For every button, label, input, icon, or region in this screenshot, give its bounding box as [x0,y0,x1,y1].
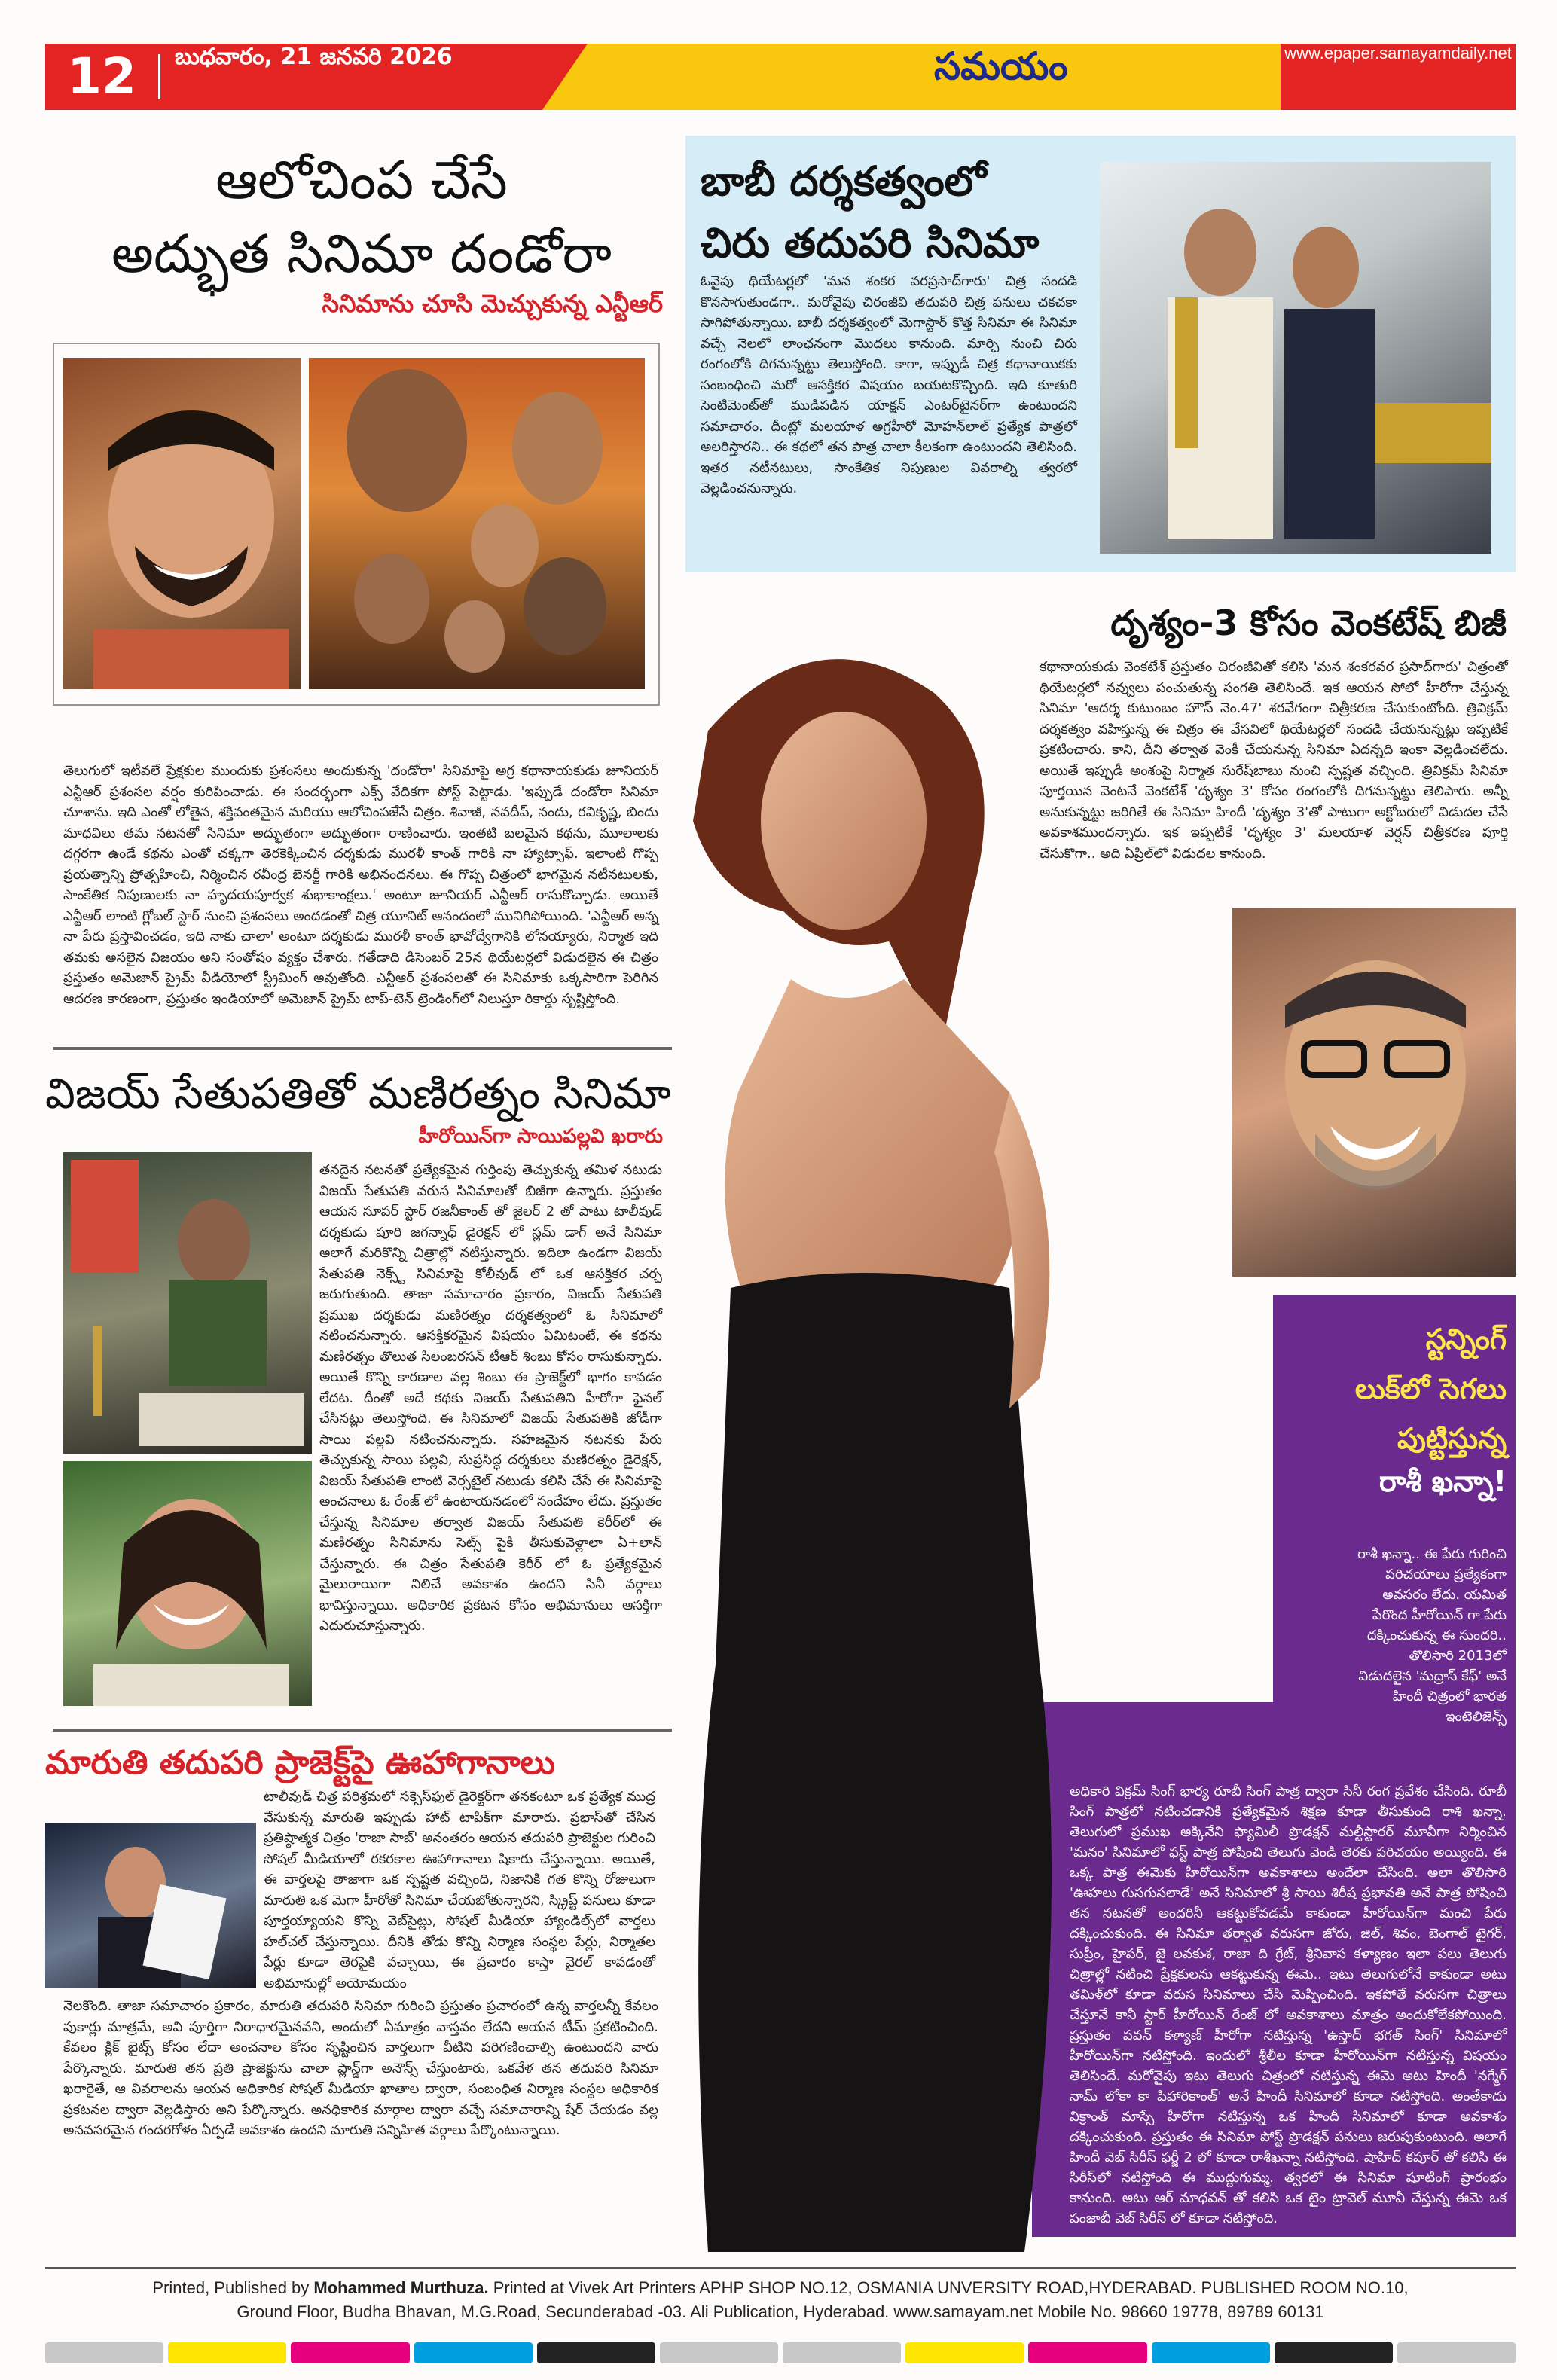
print-color-bar [45,2342,1516,2363]
color-swatch [660,2342,778,2363]
story1-headline [53,143,670,291]
story6-headline [1281,1314,1507,1463]
photo-vijay-sethupathi [63,1152,312,1454]
photo-maruthi [45,1823,256,1988]
section-divider [53,1047,672,1050]
color-swatch [783,2342,901,2363]
publisher-name: Mohammed Murthuza. [313,2278,489,2297]
story6-headline-name: రాశీ ఖన్నా! [1378,1465,1507,1498]
photo-venkatesh [1232,908,1516,1277]
story2-body: తనదైన నటనతో ప్రత్యేకమైన గుర్తింపు తెచ్చుకున్న తమిళ నటుడు విజయ్ సేతుపతి వరుస సినిమాలతో బిజీగా ఉన్నారు. ప్రస్తుతం ఆయన సూపర్ స్టార్ రజనీకాంత్ తో జైలర్ 2 తో పాటు టాలీవుడ్ దర్శకుడు పూరి జగన్నాధ్ డైరెక్షన్ లో స్లమ్ డాగ్ అనే సినిమా అలాగే మరికొన్ని చిత్రాల్లో నటిస్తున్నారు. ఇదిలా ఉండగా విజయ్ సేతుపతి నెక్స్ట్ సినిమాపై కోలీవుడ్ లో ఒక ఆసక్తికర చర్చ జరుగుతుంది. తాజా సమాచారం ప్రకారం, విజయ్ సేతుపతి ప్రముఖ దర్శకుడు మణిరత్నం దర్శకత్వంలో ఓ సినిమాలో నటించనున్నారు. ఆసక్తికరమైన విషయం ఏమిటంటే, ఈ కథను మణిరత్నం తొలుత సిలంబరసన్ టీఆర్ శింబు కోసం రాసుకున్నారు. అయితే కొన్ని కారణాల వల్ల శింబు ఈ ప్రాజెక్ట్‌లో భాగం కావడం లేదట. దీంతో అదే కథకు విజయ్ సేతుపతిని హీరోగా ఫైనల్ చేసినట్లు తెలుస్తోంది. ఈ సినిమాలో విజయ్ సేతుపతికి జోడీగా సాయి పల్లవి నటించనున్నారు. సహజమైన నటనకు పేరు తెచ్చుకున్న సాయి పల్లవి, సుప్రసిద్ధ దర్శకులు మణిరత్నం డైరెక్షన్, విజయ్ సేతుపతి లాంటి వెర్సటైల్ నటుడు కలిసి చేసే ఈ సినిమాపై అంచనాలు ఓ రేంజ్ లో ఉంటాయనడంలో సందేహం లేదు. ప్రస్తుతం చేస్తున్న సినిమాల తర్వాత విజయ్ సేతుపతి కెరీర్‌లో ఈ మణిరత్నం సినిమాను సెట్స్ పైకి తీసుకువెళ్లాలా ఏ+లాన్ చేస్తున్నారు. ఈ చిత్రం సేతుపతి కెరీర్ లో ఓ ప్రత్యేకమైన మైలురాయిగా నిలిచే అవకాశం ఉందని సినీ వర్గాలు భావిస్తున్నాయి. అధికారిక ప్రకటన కోసం అభిమానులు ఆసక్తిగా ఎదురుచూస్తున్నారు. [319,1162,662,1634]
masthead: సమయం [934,44,1068,88]
story1-subhead: సినిమాను చూసి మెచ్చుకున్న ఎన్టీఆర్ [322,289,663,318]
story4-headline-line1: బాబీ దర్శకత్వంలో [701,157,987,205]
maruthi-reading-icon [45,1823,256,1988]
color-swatch [168,2342,286,2363]
story6-headline-line1: స్టన్నింగ్ [1425,1323,1507,1356]
story1-body: తెలుగులో ఇటీవలే ప్రేక్షకుల ముందుకు ప్రశంసలు అందుకున్న 'దండోరా' సినిమాపై అగ్ర కథానాయకుడు జూనియర్ ఎన్టీఆర్ ప్రశంసల వర్షం కురిపించాడు. ఈ సందర్భంగా ఎక్స్ వేదికగా పోస్ట్ పెట్టాడు. 'ఇప్పుడే దండోరా సినిమా చూశాను. ఇది ఎంతో లోతైన, శక్తివంతమైన మరియు ఆలోచింపజేసే చిత్రం. శివాజీ, నవదీప్, నందు, రవికృష్ణ, బిందు మాధవిలు తమ నటనతో సినిమా అద్భుతంగా అద్భుతంగా రాణించారు. ఇంతటి బలమైన కథను, మూలాలకు దగ్గరగా ఉండే కథను ఎంతో చక్కగా తెరకెక్కించిన దర్శకుడు మురళీ కాంత్ గారికి నా హ్యాట్సాఫ్. ఇలాంటి గొప్ప ప్రయత్నాన్ని ప్రోత్సహించి, నిర్మించిన రవీంద్ర బెనర్జీ గారికి అభినందనలు. ఈ గొప్ప చిత్రంలో భాగమైన నటీనటులకు, సాంకేతిక నిపుణులకు నా హృదయపూర్వక శుభాకాంక్షలు.' అంటూ జూనియర్ ఎన్టీఆర్ రాసుకొచ్చాడు. అయితే ఎన్టీఆర్ లాంటి గ్లోబల్ స్టార్ నుంచి ప్రశంసలు అందడంతో చిత్ర యూనిట్ ఆనందంలో మునిగిపోయింది. 'ఎన్టీఆర్ అన్న నా పేరు ప్రస్తావించడం, ఇది నాకు చాలా' అంటూ దర్శకుడు మురళీ కాంత్ భావోద్వేగానికి లోనయ్యారు, నిర్మాత ఇది తమకు అసలైన విజయం అని సంతోషం వ్యక్తం చేశారు. గతేడాది డిసెంబర్ 25న థియేటర్లలో విడుదలైన ఈ చిత్రం ప్రస్తుతం అమెజాన్ ప్రైమ్ వీడియోలో స్ట్రీమింగ్ అవుతోంది. ఎన్టీఆర్ ప్రశంసలతో ఈ సినిమాకు ఒక్కసారిగా పెరిగిన ఆదరణ కారణంగా, ప్రస్తుతం ఇండియాలో అమెజాన్ ప్రైమ్ టాప్-టెన్ ట్రెండింగ్‌లో నిలుస్తూ రికార్డు సృష్టిస్తోంది. [63,763,658,1007]
header-divider [158,54,160,99]
photo-ntr [63,358,301,689]
color-swatch [291,2342,409,2363]
color-swatch [45,2342,163,2363]
story6-headline-line3: పుట్టిస్తున్న [1397,1422,1507,1455]
imprint-footer [45,2267,1516,2335]
story4-headline-line2: చిరు తదుపరి సినిమా [701,219,1040,267]
color-swatch [1152,2342,1270,2363]
chiranjeevi-bobby-icon [1100,162,1491,554]
story2-subhead: హీరోయిన్‌గా సాయిపల్లవి ఖరారు [418,1125,663,1148]
photo-sai-pallavi [63,1461,312,1706]
story2-headline: విజయ్ సేతుపతితో మణిరత్నం సినిమా [45,1069,671,1118]
imprint-address: Printed at Vivek Art Printers APHP SHOP NO.12, OSMANIA UNVERSITY ROAD,HYDERABAD. PUBLISHED ROOM NO.10, [488,2278,1409,2297]
story4-body: ఓవైపు థియేటర్లలో 'మన శంకర వరప్రసాద్‌గారు' చిత్ర సందడి కొనసాగుతుండగా.. మరోవైపు చిరంజీవి తదుపరి చిత్ర పనులు చకచకా సాగిపోతున్నాయి. బాబీ దర్శకత్వంలో మెగాస్టార్ కొత్త సినిమా ఈ సినిమా వచ్చే నెలలో లాంఛనంగా మొదలు కానుంది. మార్చి నుంచి చిరు రంగంలోకి దిగనున్నట్టు తెలుస్తోంది. కాగా, ఇప్పుడీ చిత్ర కథానాయికకు సంబంధించి మరో ఆసక్తికర విషయం బయటకొచ్చింది. ఇది కూతురి సెంటిమెంట్‌తో ముడిపడిన యాక్షన్ ఎంటర్‌టైనర్‌గా ఉంటుందని సమాచారం. దీంట్లో మలయాళ అగ్రహీరో మోహన్‌లాల్ ప్రత్యేక పాత్రలో అలరిస్తారని.. ఈ కథలో తన పాత్ర చాలా కీలకంగా ఉంటుందని తెలిసింది. ఇతర నటీనటులు, సాంకేతిక నిపుణుల వివరాల్ని త్వరలో వెల్లడించనున్నారు. [701,273,1077,496]
epaper-url[interactable]: www.epaper.samayamdaily.net [1281,44,1516,110]
photo-dandora-poster [309,358,645,689]
section-divider [53,1729,672,1732]
story6-body-part1: రాశీ ఖన్నా.. ఈ పేరు గురించి పరిచయాలు ప్రత్యేకంగా అవసరం లేదు. యమిత పేరొంద హీరోయిన్ గా పేరు దక్కించుకున్న ఈ సుందరి.. తొలిసారి 2013లో విడుదలైన 'మద్రాస్ కేఫ్' అనే హిందీ చిత్రంలో భారత ఇంటెలిజెన్స్ [1357,1546,1507,1725]
color-swatch [1275,2342,1393,2363]
color-swatch [414,2342,533,2363]
story3-headline: మారుతి తదుపరి ప్రాజెక్ట్‌పై ఊహాగానాలు [45,1744,555,1782]
story4-headline [701,151,1092,274]
ntr-portrait-icon [63,358,301,689]
page-header [45,44,1516,110]
header-yellow-band [542,44,1281,110]
story5-headline: దృశ్యం-3 కోసం వెంకటేష్ బిజీ [1110,603,1507,643]
sai-pallavi-portrait-icon [63,1461,312,1706]
story6-headline-line2: లుక్‌లో సెగలు [1354,1372,1507,1405]
story6-body-part2: అధికారి విక్రమ్ సింగ్ భార్య రూబీ సింగ్ పాత్ర ద్వారా సినీ రంగ ప్రవేశం చేసింది. రూబీ సింగ్ పాత్రలో నటించడానికి ప్రత్యేకమైన శిక్షణ కూడా తీసుకుంది రాశి ఖన్నా. తెలుగులో ప్రముఖ అక్కినేని ఫ్యామిలీ ప్రొడక్షన్ మల్టీస్టారర్ మూవీగా నిర్మించిన 'మనం' సినిమాలో ఫస్ట్ పాత్ర పోషించి తెలుగు వెండి తెరకు పరిచయం అయ్యింది. ఈ ఒక్క పాత్ర ఈమెకు హీరోయిన్‌గా అవకాశాలు అందేలా చేసింది. అలా తొలిసారి 'ఊహలు గుసగుసలాడే' అనే సినిమాలో శ్రీ సాయి శిరీష ప్రభావతి అనే పాత్ర పోషించి తన నటనతో అందరినీ ఆకట్టుకోవడమే కాకుండా హీరోయిన్‌గా మంచి పేరు దక్కించుకుంది. ఈ సినిమా తర్వాత వరుసగా జోరు, జిల్, శివం, బెంగాల్ టైగర్, సుప్రీం, హైపర్, జై లవకుశ, రాజా ది గ్రేట్, శ్రీనివాస కళ్యాణం ఇలా పలు తెలుగు చిత్రాల్లో నటించి ప్రేక్షకులను ఆకట్టుకున్న ఈమె.. ఇటు తెలుగులోనే కాకుండా అటు తమిళ్‌లో కూడా వరుస సినిమాలు చేసి మెప్పించింది. ఇకపోతే వరుసగా చిత్రాలు చేస్తూనే కానీ స్టార్ హీరోయిన్ రేంజ్ లో అవకాశాలు మాత్రం అందుకోలేకపోయింది. ప్రస్తుతం పవన్ కళ్యాణ్ హీరోగా నటిస్తున్న 'ఉస్తాద్ భగత్ సింగ్' సినిమాలో హీరోయిన్‌గా నటిస్తోంది. ఇందులో శ్రీలీల కూడా హీరోయిన్‌గా నటిస్తున్న విషయం తెలిసిందే. మరోవైపు ఇటు తెలుగు చిత్రంలో నటిస్తున్న ఈమె అటు హిందీ 'నగ్మేగ్ నామ్ లోకా కా పిహారికాంత్' అనే హిందీ సినిమాలో కూడా నటిస్తోంది. అంతేకాదు విక్రాంత్ మాస్సే హీరోగా నటిస్తున్న ఒక హిందీ సినిమాలో కూడా అవకాశం దక్కించుకుంది. ప్రస్తుతం ఈ సినిమా పోస్ట్ ప్రొడక్షన్ పనులు జరుపుకుంటుంది. అలాగే హిందీ వెబ్ సిరీస్ ఫర్జీ 2 లో కూడా రాశీఖన్నా నటిస్తోంది. షాహిద్ కపూర్ తో కలిసి ఈ సిరీస్‌లో నటిస్తోంది ఈ ముద్దుగుమ్మ. త్వరలో ఈ సినిమా షూటింగ్ ప్రారంభం కానుంది. అటు ఆర్ మాధవన్ తో కలిసి ఒక టైం ట్రావెల్ మూవీ చేస్తున్న ఈమె ఒక పంజాబీ వెబ్ సిరీస్ లో కూడా నటిస్తోంది. [1070,1783,1507,2226]
page-number: 12 [67,47,136,105]
story5-body: కథానాయకుడు వెంకటేశ్ ప్రస్తుతం చిరంజీవితో కలిసి 'మన శంకరవర ప్రసాద్‌గారు' చిత్రంతో థియేటర్లలో నవ్వులు పంచుతున్న సంగతి తెలిసిందే. ఇక ఆయన సోలో హీరోగా చేస్తున్న సినిమా 'ఆదర్శ కుటుంబం హౌస్ నెం.47' శరవేగంగా చిత్రీకరణ చేసుకుంటోంది. త్రివిక్రమ్ దర్శకత్వం వహిస్తున్న ఈ చిత్రం ఈ వేసవిలో థియేటర్లలో సందడి చేయనున్నట్లు ఇప్పటికే ప్రకటించారు. కాని, దీని తర్వాత వెంకీ చేయనున్న సినిమా ఏదన్నది ఇంకా వెల్లడించలేదు. అయితే ఇప్పుడీ అంశంపై నిర్మాత సురేష్‌బాబు నుంచి స్పష్టత వచ్చింది. త్రివిక్రమ్ సినిమా పూర్తయిన వెంటనే వెంకటేశ్ 'దృశ్యం 3' కోసం రంగంలోకి దిగనున్నట్టు తెలిపారు. అన్నీ అనుకున్నట్టు జరిగితే ఈ సినిమా హిందీ 'దృశ్యం 3'తో పాటుగా అక్టోబరులో విడుదల చేసే అవకాశముందన్నారు. ఇక ఇప్పటికే 'దృశ్యం 3' మలయాళ వెర్షన్ చిత్రీకరణ పూర్తి చేసుకొగా.. అది ఏప్రిల్‌లో విడుదల కానుంది. [1040,659,1508,862]
venkatesh-portrait-icon [1232,908,1516,1277]
story3-body-part2: నెలకొంది. తాజా సమాచారం ప్రకారం, మారుతి తదుపరి సినిమా గురించి ప్రస్తుతం ప్రచారంలో ఉన్న వార్తలన్నీ కేవలం పుకార్లు మాత్రమే, అవి పూర్తిగా నిరాధారమైనవని, అందులో ఏమాత్రం వాస్తవం లేదని ఆయన టీమ్ ప్రకటించింది. కేవలం క్లిక్ బైట్స్ కోసం లేదా అంచనాల కోసం సృష్టించిన వార్తలుగా వీటిని పరిగణించాల్సి ఉంటుందని వారు పేర్కొన్నారు. మారుతి తన ప్రతి ప్రాజెక్టును చాలా ప్లాన్డ్‌గా అనౌన్స్ చేస్తుంటారు, ఒకవేళ తన తదుపరి సినిమా ఖరారైతే, ఆ వివరాలను ఆయన అధికారిక సోషల్ మీడియా ఖాతాల ద్వారా, సంబంధిత నిర్మాణ సంస్థల అధికారిక ప్రకటనల ద్వారా వెల్లడిస్తారు అని పేర్కొన్నారు. అనధికారిక మార్గాల ద్వారా వచ్చే సమాచారాన్ని షేర్ చేయడం వల్ల అనవసరమైన గందరగోళం ఏర్పడే అవకాశం ఉందని మారుతి సన్నిహిత వర్గాలు పేర్కొంటున్నాయి. [63,1998,658,2138]
poster-faces-icon [309,358,645,689]
imprint-line2: Ground Floor, Budha Bhavan, M.G.Road, Secunderabad -03. Ali Publication, Hyderabad. www.samayam.net Mobile No. 98660 19778, 89789 60131 [237,2302,1324,2321]
color-swatch [537,2342,655,2363]
photo-chiranjeevi-bobby [1100,162,1491,554]
color-swatch [905,2342,1024,2363]
imprint-prefix: Printed, Published by [152,2278,314,2297]
story1-headline-line1: ఆలోచింప చేసే [215,149,508,211]
color-swatch [1028,2342,1146,2363]
story3-body-part1: టాలీవుడ్ చిత్ర పరిశ్రమలో సక్సెస్‌ఫుల్ డైరెక్టర్‌గా తనకంటూ ఒక ప్రత్యేక ముద్ర వేసుకున్న మారుతి ఇప్పుడు హాట్ టాపిక్‌గా మారారు. ప్రభాస్‌తో చేసిన ప్రతిష్ఠాత్మక చిత్రం 'రాజా సాబ్' అనంతరం ఆయన తదుపరి ప్రాజెక్టుల గురించి సోషల్ మీడియాలో రకరకాల ఊహాగానాలు షికారు చేస్తున్నాయి. అయితే, ఈ వార్తలపై తాజాగా ఒక స్పష్టత వచ్చింది, నిజానికి గత కొన్ని రోజులుగా మారుతి ఒక మెగా హీరోతో సినిమా చేయబోతున్నారని, స్క్రిప్ట్ పనులు కూడా పూర్తయ్యాయని కొన్ని వెబ్‌సైట్లు, సోషల్ మీడియా హ్యాండిల్స్‌లో వార్తలు హల్‌చల్ చేస్తున్నాయి. దీనికి తోడు కొన్ని నిర్మాణ సంస్థల పేర్లు, నిర్మాతల పేర్లు కూడా తెరపైకి వచ్చాయి, ఈ ప్రచారం కాస్తా వైరల్ కావడంతో అభిమానుల్లో అయోమయం [264,1789,655,1991]
color-swatch [1397,2342,1516,2363]
edition-date: బుధవారం, 21 జనవరి 2026 [175,44,453,70]
story1-headline-line2: అద్భుత సినిమా దండోరా [111,223,612,285]
launch-event-icon [63,1152,312,1454]
imprint-line1 [45,2276,1516,2300]
